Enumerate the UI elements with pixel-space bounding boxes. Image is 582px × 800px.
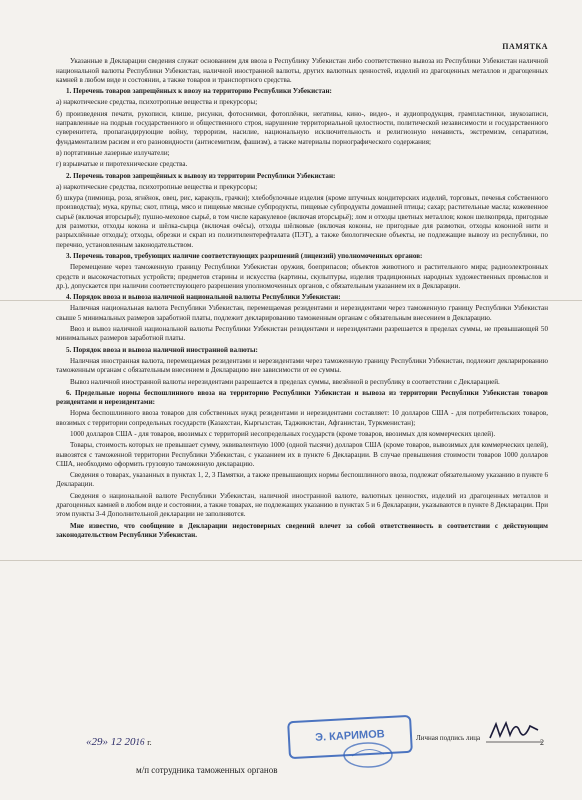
section-6-paragraph: Сведения о национальной валюте Республики Узбекистан, наличной иностранной валюте, валютных ценностях, изделий из драгоценных металлов и драгоценных камней в любом виде и состоянии, а также товарах, не подлежащих указанию в пунктах 5 и 6 Декларации, указываются в пункте 8 Декларации. При этом пункты 3-4 Дополнительной декларации не заполняются. [56,491,548,519]
section-1-item-b: б) произведения печати, рукописи, клише, рисунки, фотоснимки, фотоплёнки, негативы, кино-, видео-, и аудиопродукция, грампластинки, звукозаписи, направленные на подрыв государственного и общественного строя, нарушение территориальной целостности, политической независимости и государственного суверенитета, пропагандирующие войну, терроризм, насилие, национальную исключительность и религиозную ненависть, экстремизм, сепаратизм, фундаментализм расизм и его разновидности (антисемитизм, фашизм), а также материалы порнографического содержания; [56,109,548,146]
date-month: 12 [110,736,122,748]
handwritten-signature-icon [486,718,542,746]
section-4-heading: 4. Порядок ввоза и вывоза наличной национальной валюты Республики Узбекистан: [66,293,341,302]
section-2-item-a: а) наркотические средства, психотропные вещества и прекурсоры; [56,182,258,191]
section-2-item-b: б) шкура (пимница, роза, ягнёнок, овец, рис, каракуль, грачки); хлебобулочные изделия (кроме штучных кондитерских изделий, торговых, печенья собственного производства); мука, крупы; скот, птица, мясо и пищевые мясные субпродукты, пищевые субпродукты домашней птицы; сахар; растительные масла; кожевенное сырьё (включая вторсырьё); пушно-меховое сырьё, в том числе каракулевое (включая вторсырьё); лом и отходы цветных металлов; кокон шелкопряда, пригодные для размотки, отходы кокона и шёлка-сырца (включая очёсы), отходы шёлковые (включая коконы, не пригодные для размотки, отходы коконной нити и разрыхлённые отходы); отходы, обрезки и скрап из полиэтилентерефталата (ПЭТ), а также биологические объекты, не подлежащие вывозу из республики, по перечню, установленным законодательством. [56,194,548,249]
round-seal-icon [338,740,398,770]
memo-body [56,42,548,542]
section-5-paragraph: Вывоз наличной иностранной валюты нерезидентами разрешается в пределах суммы, ввезённой в республику в соответствии с Декларацией. [70,377,500,386]
section-5-heading: 5. Порядок ввоза и вывоза наличной иностранной валюты: [66,345,258,354]
date-suffix: г. [147,738,152,747]
footer-caption: м/п сотрудника таможенных органов [136,765,278,775]
section-6-paragraph: Норма беспошлинного ввоза товаров для собственных нужд резидентами и нерезидентами составляет: 10 долларов США - для потребительских товаров, ввозимых с территории сопредельных государств (Казахстан, Кыргызстан, Таджикистан, Афганистан, Туркменистан); [56,409,548,427]
section-4-paragraph: Ввоз и вывоз наличной национальной валюты Республики Узбекистан резидентами и нерезидентами разрешается в пределах суммы, не превышающей 50 минимальных размеров заработной платы. [56,325,548,343]
date-day: 29 [91,736,103,748]
section-1-item-d: г) взрывчатые и пиротехнические средства. [56,160,188,169]
section-6-paragraph: 1000 долларов США - для товаров, ввозимых с территорий несопредельных государств (кроме товаров, ввозимых для коммерческих целей). [70,429,496,438]
section-1-item-a: а) наркотические средства, психотропные вещества и прекурсоры; [56,98,258,107]
section-2-heading: 2. Перечень товаров запрещённых к вывозу из территории Республики Узбекистан: [66,171,336,180]
date-year-prefix: 20 [124,736,136,748]
fold-line [0,560,582,561]
stamp-text: Э. КАРИМОВ [314,728,385,745]
section-3-body: Перемещение через таможенную границу Республики Узбекистан оружия, боеприпасов; объектов животного и растительного мира; радиоэлектронных средств и высокочастотных устройств; предметов старины и искусства (картины, скульптуры, изделия традиционных народных художественных промыслов и др.), допускается при наличии соответствующего разрешения уполномоченных органов, с обязательным указанием их в Декларации. [56,263,548,290]
section-6-heading: 6. Предельные нормы беспошлинного ввоза на территорию Республики Узбекистан и вывоза из территории Республики Узбекистан товаров резидентами и нерезидентами: [56,388,548,407]
date-field: «29» 12 2016 г. [86,736,152,748]
section-1-heading: 1. Перечень товаров запрещённых к ввозу на территорию Республики Узбекистан: [66,87,332,96]
signature-area [56,722,548,782]
section-6-paragraph: Сведения о товарах, указанных в пунктах 1, 2, 3 Памятки, а также превышающих нормы беспошлинного ввоза, подлежат обязательному указанию в пункте 6 Декларации. [56,471,548,489]
page-number: 2 [540,738,544,747]
section-6-paragraph: Товары, стоимость которых не превышает сумму, эквивалентную 1000 (одной тысячи) долларов США (кроме товаров, вывозимых для коммерческих целей), вывозятся с таможенной территории Республики Узбекистан, с указанием их в пункте 6 Декларации. В случае превышения стоимости товаров 1000 долларов США, необходимо оформить грузовую таможенную декларацию. [56,441,548,468]
date-year-suffix: 16 [135,737,145,747]
section-4-paragraph: Наличная национальная валюта Республики Узбекистан, перемещаемая резидентами и нерезидентами через таможенную границу Республики Узбекистан свыше 5 минимальных размеров заработной платы, подлежит декларированию таможенным органам с обязательным внесением в Декларацию. [56,304,548,322]
section-5-paragraph: Наличная иностранная валюта, перемещаемая резидентами и нерезидентами через таможенную границу Республики Узбекистан, подлежит декларированию таможенным органам с обязательным внесением в Декларацию вне зависимости от ее суммы. [56,356,548,375]
memo-title: ПАМЯТКА [502,42,548,51]
liability-statement: Мне известно, что сообщение в Декларации недостоверных сведений влечет за собой ответственность в соответствии с действующим законодательством Республики Узбекистан. [56,521,548,539]
section-1-item-c: в) портативные лазерные излучатели; [56,148,170,157]
intro-paragraph: Указанные в Декларации сведения служат основанием для ввоза в Республику Узбекистан либо соответственно вывоза из Республики Узбекистан наличной национальной валюты Республики Узбекистан, наличной иностранной валюты, других валютных ценностей, изделий из драгоценных металлов и драгоценных камней в любом виде и состоянии, а также товаров и транспортного средства. [56,57,548,84]
section-3-heading: 3. Перечень товаров, требующих наличие соответствующих разрешений (лицензий) уполномоченных органов: [66,251,423,260]
signature-label: Личная подпись лица [416,734,481,742]
